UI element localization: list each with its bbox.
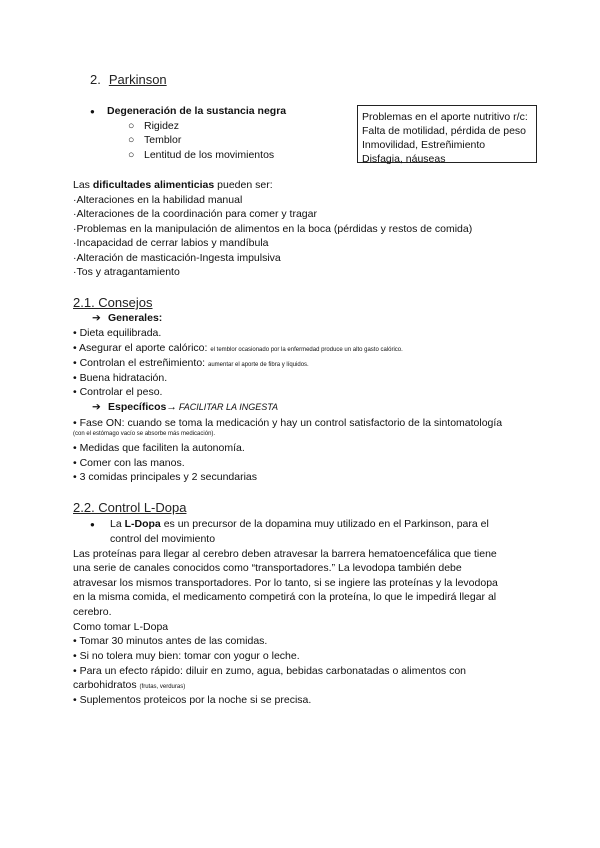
symptom-item (128, 119, 179, 133)
item-text: • Asegurar el aporte calórico: (73, 342, 211, 354)
intro-bold: L-Dopa (124, 518, 161, 530)
especificos-item: • Fase ON: cuando se toma la medicación y hay un control satisfactorio de la sintomatología (73, 417, 503, 429)
box-line: Problemas en el aporte nutritivo r/c: (362, 111, 528, 123)
generales-item: • Dieta equilibrada. (73, 327, 162, 339)
consejos-heading: 2.1. Consejos (73, 295, 153, 310)
intro-text: La (110, 518, 125, 530)
bullet-icon: ● (90, 107, 95, 116)
ldopa-paragraph-line: una serie de canales conocidos como “transportadores.” La levodopa también debe (73, 562, 462, 574)
circle-bullet-icon: ○ (128, 149, 135, 161)
box-line: Disfagia, náuseas (362, 153, 446, 165)
nutrition-problems-box (357, 105, 537, 163)
arrow-icon: ➔ (92, 312, 101, 324)
symptom-item (128, 148, 274, 162)
ldopa-paragraph-line: atravesar los mismos transportadores. Por lo tanto, si se ingiere las proteínas y la levodopa (73, 577, 498, 589)
bullet-icon: ● (90, 520, 95, 529)
generales-item (73, 356, 309, 372)
right-arrow-icon: → (166, 401, 177, 413)
intro-bold: dificultades alimenticias (92, 179, 215, 191)
main-point (90, 104, 286, 119)
generales-label (92, 311, 162, 325)
especificos-text: Específicos (108, 401, 167, 413)
difficulty-item: ·Alteraciones en la habilidad manual (73, 194, 243, 206)
ldopa-intro-line2: control del movimiento (110, 533, 216, 545)
intro-text-after: pueden ser: (214, 179, 273, 191)
ldopa-heading: 2.2. Control L-Dopa (73, 500, 187, 515)
difficulty-item: ·Tos y atragantamiento (73, 266, 180, 278)
item-note: aumentar el aporte de fibra y líquidos. (208, 362, 309, 368)
especificos-note: FACILITAR LA INGESTA (178, 402, 279, 412)
difficulties-intro (73, 178, 273, 192)
ldopa-paragraph-line: en la misma comida, el medicamento competirá con la proteína, lo que le impedirá llegar al (73, 591, 497, 603)
generales-item: • Controlar el peso. (73, 386, 163, 398)
symptom-text: Temblor (144, 134, 182, 146)
difficulty-item: ·Problemas en la manipulación de alimentos en la boca (pérdidas y restos de comida) (73, 223, 473, 235)
especificos-item: • Comer con las manos. (73, 457, 185, 469)
difficulty-item: ·Incapacidad de cerrar labios y mandíbula (73, 237, 269, 249)
item-note: el temblor ocasionado por la enfermedad produce un alto gasto calórico. (210, 347, 403, 353)
how-item: • Tomar 30 minutos antes de las comidas. (73, 635, 268, 647)
especificos-label (92, 400, 278, 414)
intro-text-after: es un precursor de la dopamina muy utilizado en el Parkinson, para el (160, 518, 489, 530)
difficulty-item: ·Alteración de masticación-Ingesta impulsiva (73, 252, 281, 264)
how-item-cont (73, 678, 185, 694)
circle-bullet-icon: ○ (128, 120, 135, 132)
item-text: carbohidratos (73, 679, 140, 691)
item-text: • Controlan el estreñimiento: (73, 357, 208, 369)
especificos-item-note: (con el estómago vacío se absorbe más medicación). (73, 431, 216, 437)
especificos-item: • Medidas que faciliten la autonomía. (73, 442, 245, 454)
main-point-text: Degeneración de la sustancia negra (107, 105, 287, 117)
ldopa-paragraph-line: Las proteínas para llegar al cerebro deben atravesar la barrera hematoencefálica que tiene (73, 548, 497, 560)
section-number: 2. (90, 72, 101, 87)
symptom-item (128, 133, 181, 147)
how-item: • Si no tolera muy bien: tomar con yogur o leche. (73, 650, 300, 662)
generales-text: Generales: (108, 312, 163, 324)
arrow-icon: ➔ (92, 401, 101, 413)
how-item: • Suplementos proteicos por la noche si se precisa. (73, 694, 312, 706)
section-title-text: Parkinson (108, 72, 167, 87)
generales-item (73, 341, 403, 357)
especificos-item: • 3 comidas principales y 2 secundarias (73, 471, 258, 483)
ldopa-paragraph-line: cerebro. (73, 606, 112, 618)
circle-bullet-icon: ○ (128, 134, 135, 146)
generales-item: • Buena hidratación. (73, 372, 168, 384)
section-title (90, 72, 167, 87)
symptom-text: Lentitud de los movimientos (144, 149, 275, 161)
difficulty-item: ·Alteraciones de la coordinación para comer y tragar (73, 208, 317, 220)
box-line: Falta de motilidad, pérdida de peso (362, 125, 527, 137)
intro-text: Las (73, 179, 93, 191)
how-item: • Para un efecto rápido: diluir en zumo, agua, bebidas carbonatadas o alimentos con (73, 665, 467, 677)
how-title: Como tomar L-Dopa (73, 621, 169, 633)
item-note: (frutas, verduras) (139, 684, 186, 690)
box-line: Inmovilidad, Estreñimiento (362, 139, 486, 151)
symptom-text: Rigidez (144, 120, 180, 132)
ldopa-intro (90, 517, 489, 532)
